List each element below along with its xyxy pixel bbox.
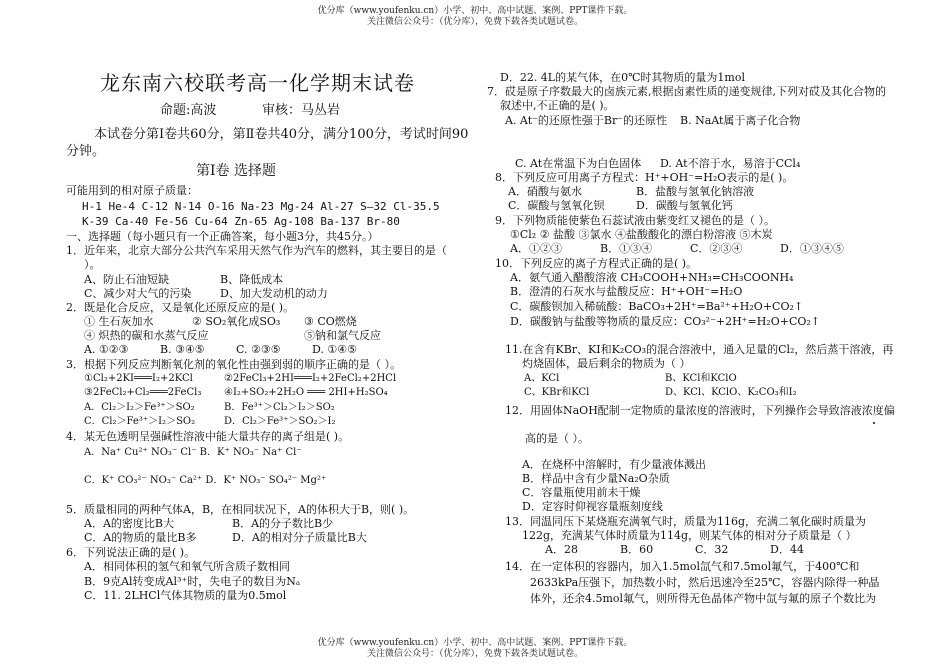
page-title: 龙东南六校联考高一化学期末试卷 <box>100 71 415 95</box>
q2-option-d: D. ①④⑤ <box>312 343 358 356</box>
intro-line2: 分钟。 <box>66 144 106 159</box>
q9-option-d: D．①③④⑤ <box>780 242 844 255</box>
q3-stem: 3．根据下列反应判断氧化剂的氧化性由强到弱的顺序正确的是（ ）。 <box>66 358 401 371</box>
q9-option-a: A．①②③ <box>510 242 562 255</box>
q11-option-a: A、KCl <box>524 373 560 384</box>
q9-option-b: B．①③④ <box>600 242 653 255</box>
q11-option-b: B、KCl和KClO <box>665 373 737 384</box>
q3-option-a: A．Cl₂＞I₂＞Fe³⁺＞SO₂ <box>84 402 195 413</box>
q1-option-d: D、加大发动机的动力 <box>220 287 328 300</box>
q3-reaction3: ③2FeCl₂+Cl₂═══2FeCl₃ <box>84 387 202 398</box>
q8-option-d: D．碳酸与氢氧化钙 <box>636 199 733 212</box>
q13-option-b: B．60 <box>620 543 654 556</box>
q2-stem: 2．既是化合反应，又是氧化还原反应的是( )。 <box>66 301 295 314</box>
q11-option-c: C、KBr和KCl <box>524 387 590 398</box>
q11-stem: 11.在含有KBr、KI和K₂CO₃的混合溶液中，通入足量的Cl₂，然后蒸干溶液，再 <box>505 343 894 356</box>
q9-option-c: C．②③④ <box>690 242 743 255</box>
q1-option-b: B、降低成本 <box>220 273 284 286</box>
q4-options-cd: C．K⁺ CO₃²⁻ NO₃⁻ Ca²⁺ D．K⁺ NO₃⁻ SO₄²⁻ Mg²⁺ <box>84 475 327 486</box>
q2-item3: ③ CO燃烧 <box>304 315 357 328</box>
q6-option-c: C．11. 2LHCl气体其物质的量为0.5mol <box>84 589 287 602</box>
q3-option-d: D．Cl₂＞Fe³⁺＞SO₂＞I₂ <box>224 416 336 427</box>
q3-reaction4: ④I₂+SO₂+2H₂O ═══ 2HI+H₂SO₄ <box>224 387 388 398</box>
q5-option-d: D．A的相对分子质量比B大 <box>232 531 367 544</box>
top-banner-line2: 关注微信公众号：（优分库），免费下载各类试题试卷。 <box>366 17 583 27</box>
q5-option-b: B．A的分子数比B少 <box>232 517 334 530</box>
q12-stem-end: 高的是（ ）。 <box>525 432 589 445</box>
q12-stem: 12．用固体NaOH配制一定物质的量浓度的溶液时，下列操作会导致溶液浓度偏 <box>505 404 895 417</box>
emphasis-dot <box>873 422 875 424</box>
q7-option-d: D. At不溶于水，易溶于CCl₄ <box>660 157 801 170</box>
atomic-mass-line1: H-1 He-4 C-12 N-14 O-16 Na-23 Mg-24 Al-27 S—32 Cl-35.5 <box>82 200 440 213</box>
q8-option-c: C．碳酸与氢氧化钡 <box>508 199 605 212</box>
intro-line1: 本试卷分第Ⅰ卷共60分，第Ⅱ卷共40分，满分100分，考试时间90 <box>94 127 469 142</box>
q3-reaction2: ②2FeCl₃+2HI═══I₂+2FeCl₂+2HCl <box>224 373 397 384</box>
q2-option-b: B. ③④⑤ <box>160 343 205 356</box>
q12-option-d: D．定容时仰视容量瓶刻度线 <box>522 500 663 513</box>
setter-line: 命题:高波 <box>160 103 217 118</box>
q7-option-a: A. At⁻的还原性强于Br⁻的还原性 <box>505 114 668 127</box>
q5-option-c: C．A的物质的量比B多 <box>84 531 197 544</box>
q7-option-c: C. At在常温下为白色固体 <box>515 157 642 170</box>
q4-stem: 4．某无色透明呈强碱性溶液中能大量共存的离子组是( )。 <box>66 430 350 443</box>
q8-option-b: B．盐酸与氢氧化钠溶液 <box>636 185 755 198</box>
q6-option-b: B．9克Al转变成Al³⁺时，失电子的数目为Nₐ <box>84 575 301 588</box>
atomic-mass-line2: K-39 Ca-40 Fe-56 Cu-64 Zn-65 Ag-108 Ba-137 Br-80 <box>82 215 400 228</box>
q8-option-a: A．硝酸与氨水 <box>508 185 582 198</box>
q8-stem: 8．下列反应可用离子方程式：H⁺+OH⁻=H₂O表示的是( )。 <box>495 171 794 184</box>
q7-stem: 7．砹是原子序数最大的卤族元素,根据卤素性质的递变规律,下列对砹及其化合物的 <box>487 85 886 98</box>
q12-option-b: B．样品中含有少量Na₂O杂质 <box>522 472 670 485</box>
q1-option-a: A、防止石油短缺 <box>84 273 169 286</box>
q13-stem: 13．同温同压下某烧瓶充满氧气时，质量为116g，充满二氧化碳时质量为 <box>505 515 867 528</box>
atomic-mass-label: 可能用到的相对原子质量： <box>66 184 198 197</box>
q5-stem: 5．质量相同的两种气体A，B，在相同状况下，A的体积大于B，则( )。 <box>66 503 415 516</box>
q6-option-a: A．相同体积的氢气和氧气所含质子数相同 <box>84 560 290 573</box>
bottom-banner-line2: 关注微信公众号：（优分库），免费下载各类试题试卷。 <box>366 649 583 659</box>
q2-item4: ④ 炽热的碳和水蒸气反应 <box>84 329 209 342</box>
top-banner-line1: 优分库（www.youfenku.cn）小学、初中、高中试题、案例、PPT课件下载。 <box>317 6 633 16</box>
q12-option-a: A．在烧杯中溶解时，有少量液体溅出 <box>522 458 706 471</box>
q7-option-b: B. NaAt属于离子化合物 <box>680 114 801 127</box>
q2-option-c: C. ②③⑤ <box>236 343 281 356</box>
bottom-banner-line1: 优分库（www.youfenku.cn）小学、初中、高中试题、案例、PPT课件下载。 <box>317 638 633 648</box>
q4-options-ab: A．Na⁺ Cu²⁺ NO₃⁻ Cl⁻ B．K⁺ NO₃⁻ Na⁺ Cl⁻ <box>84 447 302 458</box>
q5-option-a: A．A的密度比B大 <box>84 517 174 530</box>
q13-option-c: C．32 <box>695 543 729 556</box>
q3-reaction1: ①Cl₂+2KI═══I₂+2KCl <box>84 373 193 384</box>
q10-option-b: B．澄清的石灰水与盐酸反应：H⁺+OH⁻=H₂O <box>510 285 743 298</box>
section-heading: 第Ⅰ卷 选择题 <box>196 163 276 179</box>
q2-item5: ⑤钠和氯气反应 <box>304 329 381 342</box>
q13-stem-end: 122g，充满某气体时质量为114g，则某气体的相对分子质量是（ ） <box>522 529 857 542</box>
q3-option-b: B．Fe³⁺＞Cl₂＞I₂＞SO₂ <box>224 402 335 413</box>
q6-option-d: D．22. 4L的某气体，在0℃时其物质的量为1mol <box>500 71 745 84</box>
q14-stem-line3: 体外，还余4.5mol氟气，则所得无色晶体产物中氙与氟的原子个数比为 <box>530 592 877 605</box>
q14-stem-line2: 2633kPa压强下，加热数小时，然后迅速冷至25℃，容器内除得一种晶 <box>530 576 880 589</box>
q2-item2: ② SO₂氧化成SO₃ <box>192 315 281 328</box>
reviewer-line: 审核：马丛岩 <box>262 103 341 118</box>
q1-stem-end: ）。 <box>84 258 101 271</box>
q7-stem-end: 叙述中,不正确的是( )。 <box>500 99 615 112</box>
q14-stem: 14．在一定体积的容器内，加入1.5mol氙气和7.5mol氟气，于400℃和 <box>505 560 860 573</box>
q9-items: ①Cl₂ ② 盐酸 ③氯水 ④盐酸酸化的漂白粉溶液 ⑤木炭 <box>510 228 773 241</box>
q2-item1: ① 生石灰加水 <box>84 315 154 328</box>
q12-option-c: C．容量瓶使用前未干燥 <box>522 486 641 499</box>
q9-stem: 9．下列物质能使紫色石蕊试液由紫变红又褪色的是（ ）。 <box>495 214 775 227</box>
q1-option-c: C、减少对大气的污染 <box>84 287 192 300</box>
q13-option-d: D．44 <box>770 543 804 556</box>
q11-option-d: D、KCl、KClO、K₂CO₃和I₂ <box>665 387 797 398</box>
q2-option-a: A. ①②③ <box>84 343 129 356</box>
q11-stem-end: 灼烧固体，最后剩余的物质为（ ） <box>522 357 691 370</box>
instruction-line: 一、选择题（每小题只有一个正确答案，每小题3分，共45分。） <box>66 230 379 243</box>
q10-option-a: A．氨气通入醋酸溶液 CH₃COOH+NH₃=CH₃COONH₄ <box>510 271 794 284</box>
q10-option-c: C．碳酸钡加入稀硫酸：BaCO₃+2H⁺=Ba²⁺+H₂O+CO₂↑ <box>510 300 804 313</box>
q10-option-d: D．碳酸钠与盐酸等物质的量反应：CO₃²⁻+2H⁺=H₂O+CO₂↑ <box>510 315 821 328</box>
q1-stem: 1．近年来，北京大部分公共汽车采用天然气作为汽车的燃料，其主要目的是（ <box>66 244 447 257</box>
q13-option-a: A．28 <box>545 543 578 556</box>
q3-option-c: C．Cl₂＞Fe³⁺＞I₂＞SO₂ <box>84 416 196 427</box>
q6-stem: 6．下列说法正确的是( )。 <box>66 546 196 559</box>
q10-stem: 10．下列反应的离子方程式正确的是( )。 <box>495 257 698 270</box>
